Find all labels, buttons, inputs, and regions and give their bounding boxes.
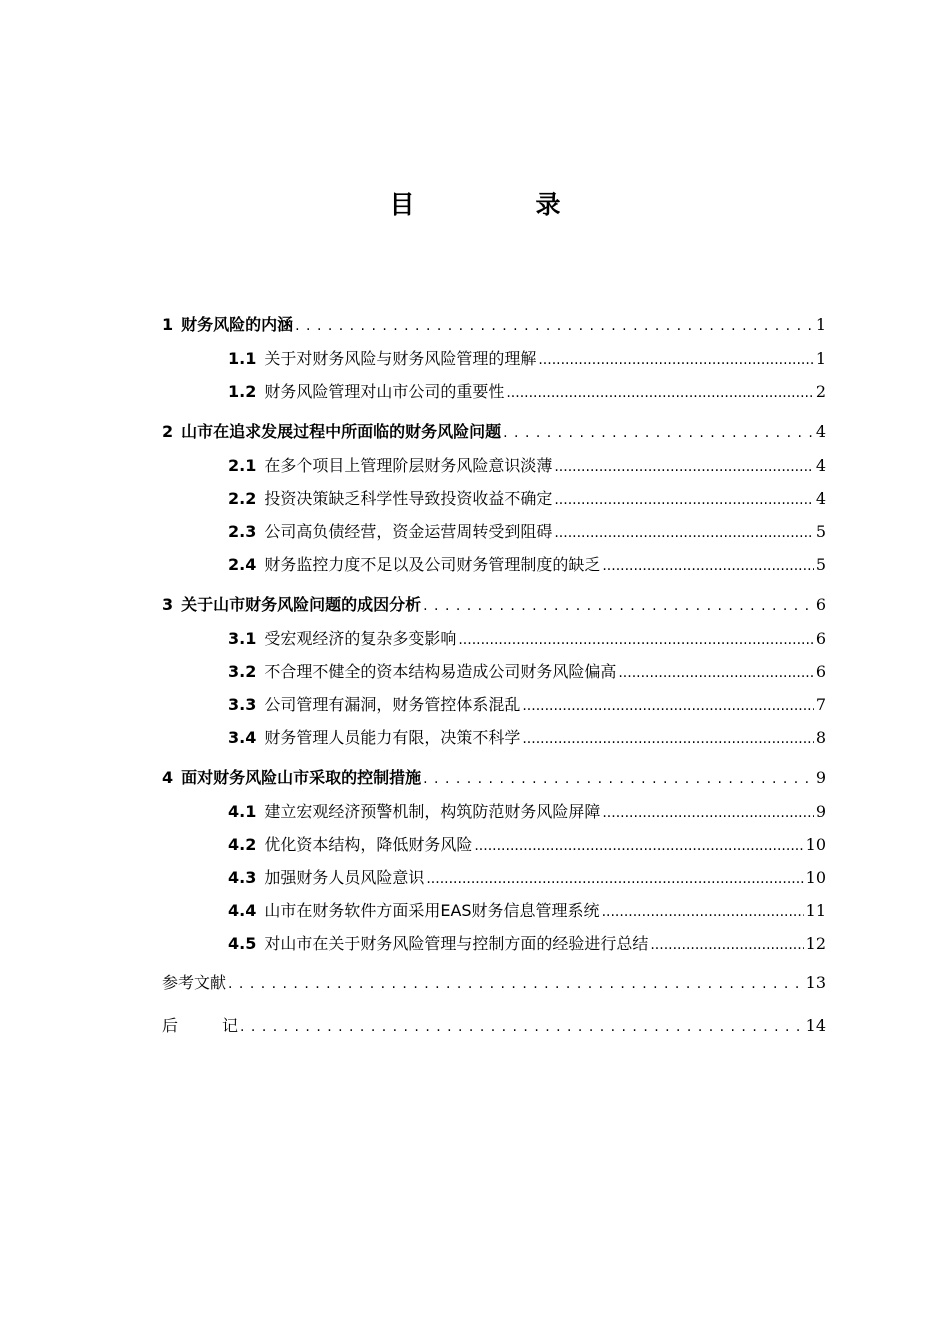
toc-entry-4-2[interactable]	[228, 832, 826, 854]
toc-entry-4-1[interactable]	[228, 799, 826, 821]
toc-entry-1[interactable]	[162, 312, 826, 334]
toc-page-number: 2	[815, 382, 826, 401]
dot-leader	[426, 868, 803, 887]
toc-text: 关于对财务风险与财务风险管理的理解	[264, 349, 537, 368]
toc-page-number: 1	[815, 315, 826, 334]
toc-page-number: 10	[805, 868, 826, 887]
toc-text: 加强财务人员风险意识	[264, 868, 425, 887]
toc-entry-postscript[interactable]	[162, 1013, 826, 1035]
toc-entry-references[interactable]	[162, 970, 826, 992]
toc-entry-4[interactable]	[162, 765, 826, 787]
dot-leader	[602, 901, 804, 920]
toc-text: 财务管理人员能力有限，决策不科学	[264, 728, 521, 747]
toc-text: 建立宏观经济预警机制，构筑防范财务风险屏障	[264, 802, 601, 821]
dot-leader	[554, 522, 813, 541]
toc-page-number: 5	[815, 555, 826, 574]
toc-page-number: 6	[815, 662, 826, 681]
toc-number: 4.2	[228, 835, 257, 854]
toc-entry-3-3[interactable]	[228, 692, 826, 714]
toc-entry-2[interactable]	[162, 419, 826, 441]
toc-text: 公司管理有漏洞，财务管控体系混乱	[264, 695, 521, 714]
toc-number: 3.3	[228, 695, 257, 714]
toc-page-number: 12	[805, 934, 826, 953]
toc-entry-2-3[interactable]	[228, 519, 826, 541]
toc-number: 2	[162, 422, 174, 441]
toc-number: 1.1	[228, 349, 257, 368]
toc-page-number: 6	[815, 629, 826, 648]
toc-entry-2-2[interactable]	[228, 486, 826, 508]
toc-text: 参考文献	[162, 973, 227, 992]
toc-entry-3-4[interactable]	[228, 725, 826, 747]
toc-page-number: 9	[815, 802, 826, 821]
dot-leader	[554, 489, 813, 508]
toc-text: 对山市在关于财务风险管理与控制方面的经验进行总结	[264, 934, 649, 953]
dot-leader	[506, 382, 813, 401]
toc-entry-4-3[interactable]	[228, 865, 826, 887]
toc-text: 优化资本结构，降低财务风险	[264, 835, 473, 854]
toc-entry-3-1[interactable]	[228, 626, 826, 648]
toc-text: 财务风险的内涵	[181, 315, 294, 334]
toc-page-number: 4	[815, 456, 826, 475]
toc-text: 山市在追求发展过程中所面临的财务风险问题	[181, 422, 502, 441]
dot-leader	[240, 1016, 804, 1035]
dot-leader	[618, 662, 813, 681]
toc-entry-4-4[interactable]	[228, 898, 826, 920]
toc-number: 3.1	[228, 629, 257, 648]
toc-number: 2.4	[228, 555, 257, 574]
toc-page-number: 1	[815, 349, 826, 368]
toc-page-number: 5	[815, 522, 826, 541]
dot-leader	[602, 555, 813, 574]
toc-page-number: 7	[815, 695, 826, 714]
toc-entry-3[interactable]	[162, 592, 826, 614]
toc-text: 财务监控力度不足以及公司财务管理制度的缺乏	[264, 555, 601, 574]
dot-leader	[538, 349, 813, 368]
toc-text: 公司高负债经营，资金运营周转受到阻碍	[264, 522, 553, 541]
toc-text: 面对财务风险山市采取的控制措施	[181, 768, 422, 787]
toc-entry-1-1[interactable]	[228, 346, 826, 368]
toc-page-number: 4	[815, 489, 826, 508]
toc-number: 2.3	[228, 522, 257, 541]
toc-entry-1-2[interactable]	[228, 379, 826, 401]
dot-leader	[295, 315, 814, 334]
dot-leader	[522, 728, 813, 747]
toc-entry-2-4[interactable]	[228, 552, 826, 574]
toc-page-number: 8	[815, 728, 826, 747]
toc-number: 1	[162, 315, 174, 334]
toc-number: 3.2	[228, 662, 257, 681]
toc-text: 山市在财务软件方面采用EAS财务信息管理系统	[264, 901, 600, 920]
toc-number: 1.2	[228, 382, 257, 401]
dot-leader	[423, 595, 814, 614]
toc-number: 4.5	[228, 934, 257, 953]
toc-page-number: 13	[805, 973, 826, 992]
dot-leader	[650, 934, 803, 953]
toc-number: 3.4	[228, 728, 257, 747]
dot-leader	[423, 768, 814, 787]
dot-leader	[503, 422, 814, 441]
toc-entry-2-1[interactable]	[228, 453, 826, 475]
toc-text: 关于山市财务风险问题的成因分析	[181, 595, 422, 614]
toc-entry-4-5[interactable]	[228, 931, 826, 953]
toc-number: 3	[162, 595, 174, 614]
toc-text: 财务风险管理对山市公司的重要性	[264, 382, 505, 401]
toc-number: 4.3	[228, 868, 257, 887]
toc-number: 2.1	[228, 456, 257, 475]
toc-page-number: 10	[805, 835, 826, 854]
toc-text: 投资决策缺乏科学性导致投资收益不确定	[264, 489, 553, 508]
toc-text: 受宏观经济的复杂多变影响	[264, 629, 457, 648]
dot-leader	[458, 629, 813, 648]
toc-number: 2.2	[228, 489, 257, 508]
page-title: 目 录	[389, 190, 609, 219]
toc-number: 4.4	[228, 901, 257, 920]
toc-page-number: 11	[805, 901, 826, 920]
toc-number: 4	[162, 768, 174, 787]
dot-leader	[474, 835, 803, 854]
toc-entry-3-2[interactable]	[228, 659, 826, 681]
dot-leader	[602, 802, 813, 821]
dot-leader	[228, 973, 804, 992]
toc-number: 4.1	[228, 802, 257, 821]
toc-page-number: 4	[815, 422, 826, 441]
toc-text: 在多个项目上管理阶层财务风险意识淡薄	[264, 456, 553, 475]
toc-text: 不合理不健全的资本结构易造成公司财务风险偏高	[264, 662, 617, 681]
toc-page-number: 9	[815, 768, 826, 787]
toc-page-number: 6	[815, 595, 826, 614]
toc-page-number: 14	[805, 1016, 826, 1035]
dot-leader	[554, 456, 813, 475]
dot-leader	[522, 695, 813, 714]
toc-text: 后记	[162, 1016, 283, 1035]
